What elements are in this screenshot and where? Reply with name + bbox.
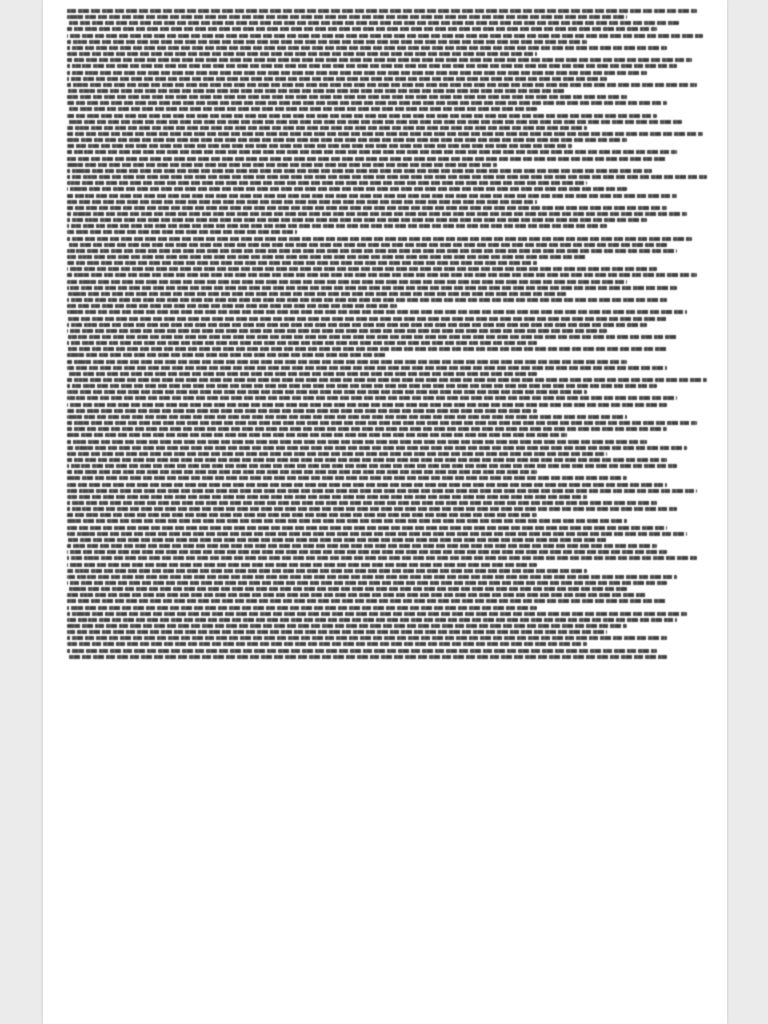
text-line bbox=[67, 372, 537, 376]
text-line bbox=[67, 642, 587, 646]
text-line bbox=[67, 71, 647, 75]
text-line bbox=[67, 273, 697, 277]
text-line bbox=[67, 532, 687, 536]
text-line bbox=[67, 433, 567, 437]
text-line bbox=[67, 544, 657, 548]
text-line bbox=[67, 206, 667, 210]
text-line bbox=[67, 224, 607, 228]
text-line bbox=[67, 538, 607, 542]
text-line bbox=[67, 15, 627, 19]
text-line bbox=[67, 550, 667, 554]
text-line bbox=[67, 624, 627, 628]
text-line bbox=[67, 144, 572, 148]
text-line bbox=[67, 415, 627, 419]
text-line bbox=[67, 378, 707, 382]
text-line bbox=[67, 409, 537, 413]
text-line bbox=[67, 64, 677, 68]
document-title bbox=[43, 0, 727, 8]
text-line bbox=[67, 366, 667, 370]
text-line bbox=[67, 470, 537, 474]
text-line bbox=[67, 317, 667, 321]
text-line bbox=[67, 575, 677, 579]
text-line bbox=[67, 77, 607, 81]
text-line bbox=[67, 655, 667, 659]
text-line bbox=[67, 304, 397, 308]
text-line bbox=[67, 464, 677, 468]
text-line bbox=[67, 120, 682, 124]
text-line bbox=[67, 581, 667, 585]
text-line bbox=[67, 52, 537, 56]
text-line bbox=[67, 599, 667, 603]
text-line bbox=[67, 329, 607, 333]
text-line bbox=[67, 237, 692, 241]
text-line bbox=[67, 606, 537, 610]
text-line bbox=[67, 157, 667, 161]
text-line bbox=[67, 360, 627, 364]
text-line bbox=[67, 181, 587, 185]
text-line bbox=[67, 34, 703, 38]
text-line bbox=[67, 556, 697, 560]
text-line bbox=[67, 107, 537, 111]
text-line bbox=[67, 507, 677, 511]
text-line bbox=[67, 126, 587, 130]
text-line bbox=[67, 9, 697, 13]
text-line bbox=[67, 132, 703, 136]
text-line bbox=[67, 593, 647, 597]
text-line bbox=[67, 519, 627, 523]
text-line bbox=[67, 649, 657, 653]
text-line bbox=[67, 261, 537, 265]
text-line bbox=[67, 630, 607, 634]
text-line bbox=[67, 347, 667, 351]
text-line bbox=[67, 175, 707, 179]
text-line bbox=[67, 169, 652, 173]
text-line bbox=[67, 114, 657, 118]
text-line bbox=[67, 501, 657, 505]
text-line bbox=[67, 526, 667, 530]
text-line bbox=[67, 353, 387, 357]
text-line bbox=[67, 427, 667, 431]
text-line bbox=[67, 458, 667, 462]
text-line bbox=[67, 384, 657, 388]
text-line bbox=[67, 286, 677, 290]
text-line bbox=[67, 452, 607, 456]
text-line bbox=[67, 476, 627, 480]
text-line bbox=[67, 163, 497, 167]
text-line bbox=[67, 440, 647, 444]
text-line bbox=[67, 390, 587, 394]
text-line bbox=[67, 249, 677, 253]
text-line bbox=[67, 150, 677, 154]
text-line bbox=[67, 563, 537, 567]
text-line bbox=[67, 489, 697, 493]
text-line bbox=[67, 230, 297, 234]
text-line bbox=[67, 255, 587, 259]
text-line bbox=[67, 513, 537, 517]
text-line bbox=[67, 421, 697, 425]
text-line bbox=[67, 396, 677, 400]
text-line bbox=[67, 618, 677, 622]
text-line bbox=[67, 101, 667, 105]
text-line bbox=[67, 569, 587, 573]
text-line bbox=[67, 46, 667, 50]
text-line bbox=[67, 292, 567, 296]
text-line bbox=[67, 138, 627, 142]
text-line bbox=[67, 95, 627, 99]
text-line bbox=[67, 298, 667, 302]
text-line bbox=[67, 495, 587, 499]
text-line bbox=[67, 310, 687, 314]
text-line bbox=[67, 403, 667, 407]
text-line bbox=[67, 280, 627, 284]
text-line bbox=[67, 267, 657, 271]
document-page bbox=[43, 0, 727, 1024]
text-line bbox=[67, 83, 697, 87]
text-line bbox=[67, 200, 537, 204]
document-body bbox=[67, 9, 707, 1024]
text-line bbox=[67, 446, 687, 450]
text-line bbox=[67, 194, 677, 198]
text-line bbox=[67, 587, 627, 591]
text-line bbox=[67, 341, 537, 345]
text-line bbox=[67, 212, 687, 216]
text-line bbox=[67, 21, 679, 25]
text-line bbox=[67, 483, 667, 487]
text-line bbox=[67, 335, 677, 339]
text-line bbox=[67, 187, 627, 191]
text-line bbox=[67, 89, 565, 93]
text-line bbox=[67, 58, 692, 62]
text-line bbox=[67, 218, 647, 222]
text-line bbox=[67, 612, 687, 616]
text-line bbox=[67, 243, 667, 247]
text-line bbox=[67, 323, 647, 327]
text-line bbox=[67, 636, 667, 640]
text-line bbox=[67, 40, 587, 44]
text-line bbox=[67, 27, 657, 31]
